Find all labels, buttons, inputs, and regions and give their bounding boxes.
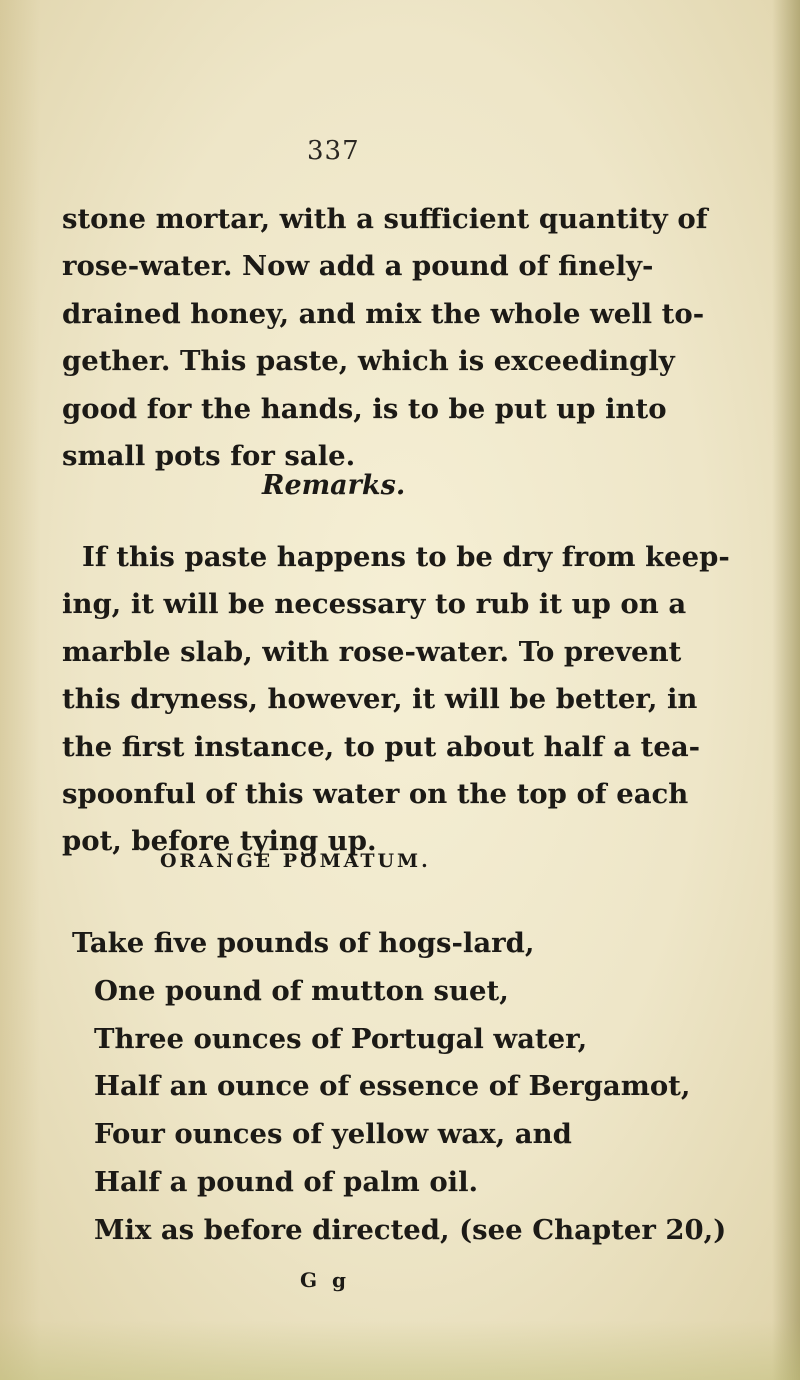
text-line: gether. This paste, which is exceedingly	[62, 345, 675, 378]
text-line: this dryness, however, it will be better, in	[62, 683, 698, 716]
page-edge-shading-right	[772, 0, 800, 1380]
text-line: stone mortar, with a sufficient quantity of	[62, 203, 708, 235]
paragraph-paste-instructions	[62, 196, 708, 480]
text-line: ing, it will be necessary to rub it up on a	[62, 588, 687, 621]
recipe-line: Mix as before directed, (see Chapter 20,)	[94, 1213, 727, 1246]
remarks-heading: Remarks.	[262, 470, 406, 501]
page-edge-shading-bottom	[0, 1320, 800, 1380]
recipe-line: Three ounces of Portugal water,	[94, 1022, 588, 1055]
recipe-line: Take five pounds of hogs-lard,	[72, 927, 535, 959]
recipe-ingredient-list	[72, 920, 726, 1255]
text-line: small pots for sale.	[62, 439, 356, 472]
text-line: If this paste happens to be dry from keep-	[82, 541, 730, 573]
recipe-heading: ORANGE POMATUM.	[160, 850, 431, 872]
text-line: spoonful of this water on the top of each	[62, 777, 689, 810]
recipe-line: Four ounces of yellow wax, and	[94, 1118, 572, 1151]
page-number: 337	[307, 136, 360, 166]
page-edge-shading-left	[0, 0, 40, 1380]
text-line: good for the hands, is to be put up into	[62, 392, 667, 425]
text-line: drained honey, and mix the whole well to-	[62, 297, 705, 330]
text-line: rose-water. Now add a pound of finely-	[62, 250, 654, 283]
recipe-line: Half an ounce of essence of Bergamot,	[94, 1070, 691, 1103]
text-line: marble slab, with rose-water. To prevent	[62, 635, 682, 668]
recipe-line: One pound of mutton suet,	[94, 974, 509, 1007]
signature-mark: G g	[300, 1268, 351, 1292]
text-line: pot, before tying up.	[62, 825, 377, 858]
text-line: the first instance, to put about half a tea-	[62, 730, 701, 763]
recipe-line: Half a pound of palm oil.	[94, 1165, 479, 1198]
paragraph-remarks	[62, 534, 730, 866]
